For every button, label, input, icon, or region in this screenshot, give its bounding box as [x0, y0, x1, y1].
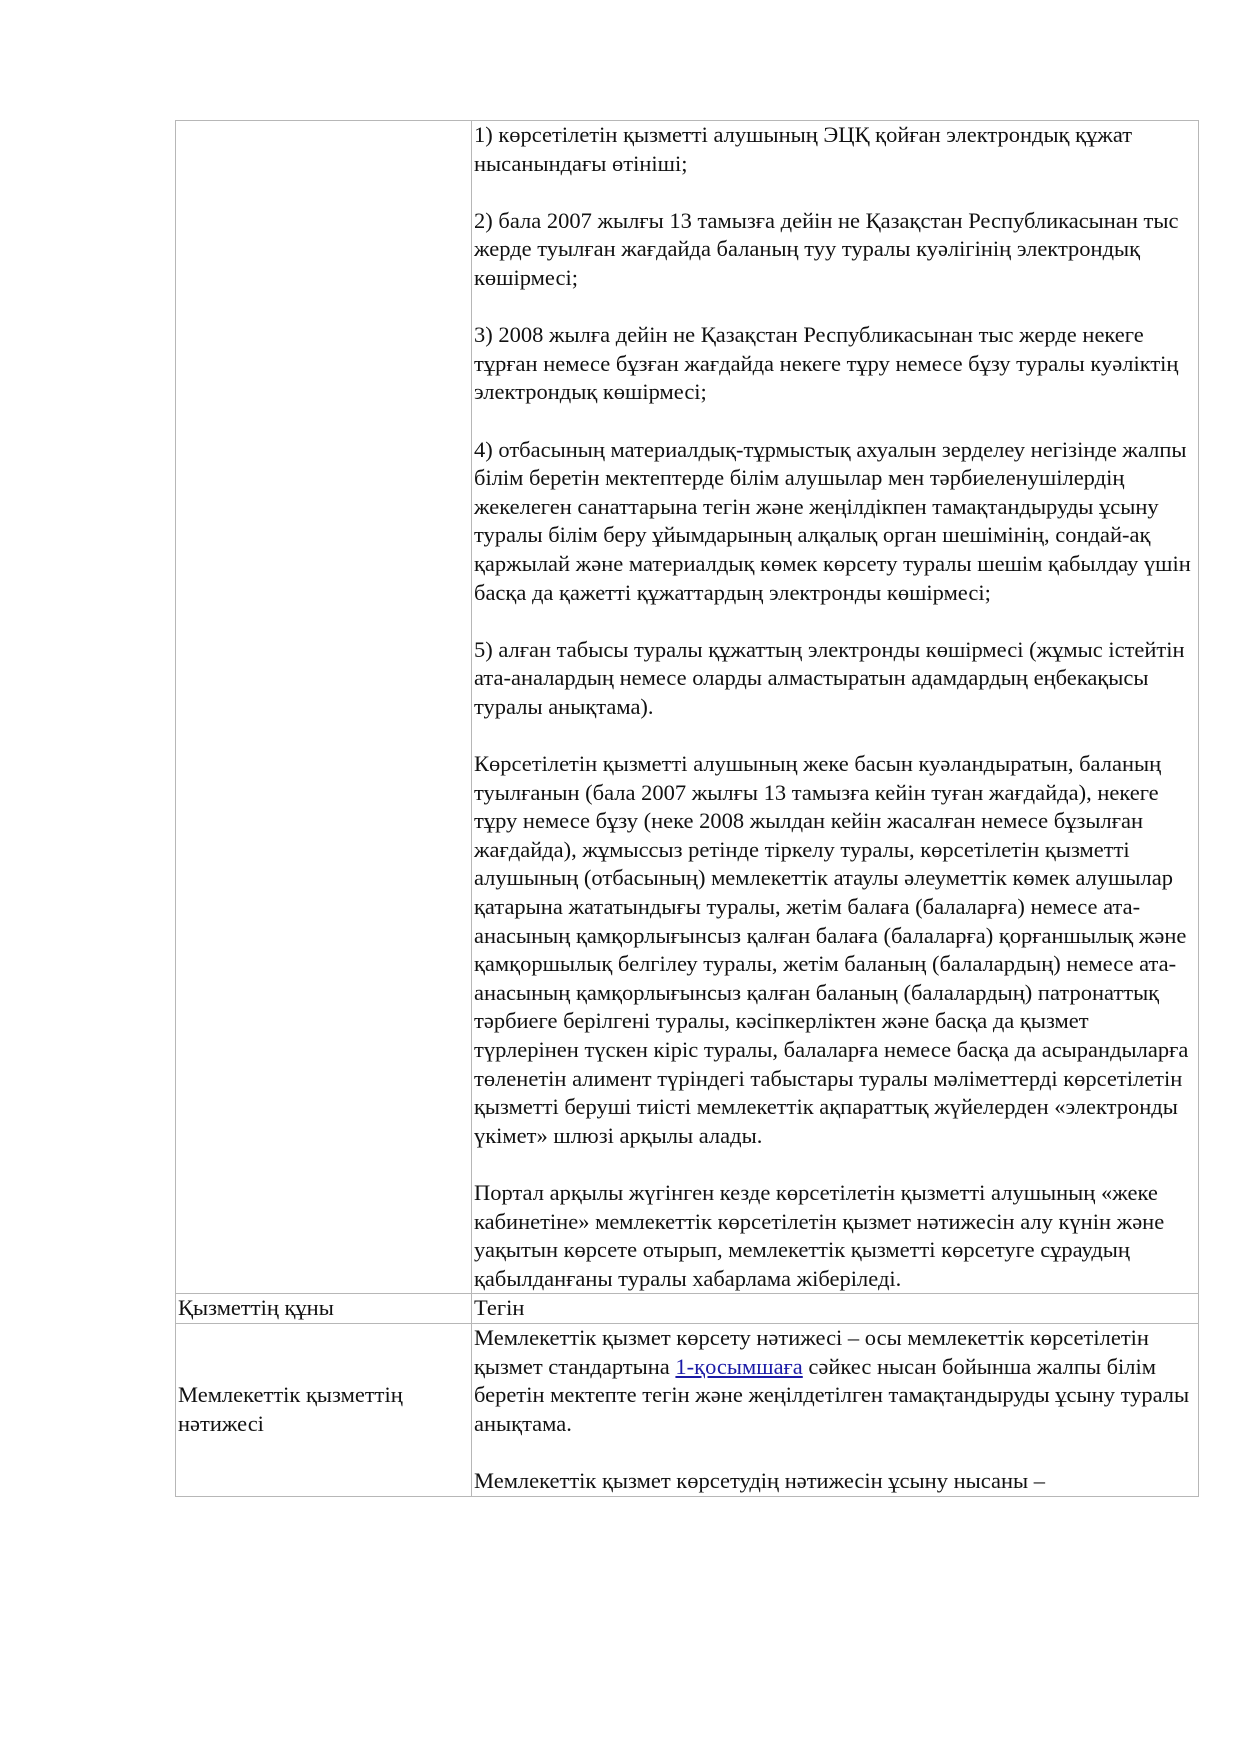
information-systems-paragraph: Көрсетілетін қызметті алушының жеке басын куәландыратын, баланың туылғанын (бала 2007 жылғы 13 тамызға кейін туған жағдайда), некеге тұру немесе бұзу (неке 2008 жылдан кейін жасалған немесе бұзылған жағдайда), жұмыссыз ретінде тіркелу туралы, көрсетілетін қызметті алушының (отбасының) мемлекеттік атаулы әлеуметтік көмек алушылар қатарына жататындығы туралы, жетім балаға (балаларға) немесе ата-анасының қамқорлығынсыз қалған балаға (балаларға) қорғаншылық және қамқоршылық белгілеу туралы, жетім баланың (балалардың) немесе ата-анасының қамқорлығынсыз қалған баланың (балалардың) патронаттық тәрбиеге берілгені туралы, кәсіпкерліктен және басқа да қызмет түрлерінен түскен кіріс туралы, балаларға немесе басқа да асырандыларға төленетін алимент түріндегі табыстары туралы мәліметтерді көрсетілетін қызметті беруші тиісті мемлекеттік ақпараттық жүйелерден «электронды үкімет» шлюзі арқылы алады.	[474, 751, 1189, 1148]
result-paragraph	[474, 1324, 1196, 1438]
table-row-cost	[176, 1294, 1199, 1324]
appendix-1-link[interactable]: 1-қосымшаға	[675, 1353, 803, 1379]
portal-notification-paragraph: Портал арқылы жүгінген кезде көрсетілетін қызметті алушының «жеке кабинетіне» мемлекеттік көрсетілетін қызмет нәтижесін алу күнін және уақытын көрсете отырып, мемлекеттік қызметті көрсетуге сұраудың қабылданғаны туралы хабарлама жіберіледі.	[474, 1179, 1165, 1291]
document-item-2: 2) бала 2007 жылғы 13 тамызға дейін не Қазақстан Республикасынан тыс жерде туылған жағдайда баланың туу туралы куәлігінің электрондық көшірмесі;	[474, 207, 1179, 290]
documents-list-cell	[472, 121, 1199, 1294]
table-row-result	[176, 1323, 1199, 1496]
result-text-after-link: сәйкес нысан бойынша жалпы білім беретін мектепте тегін және жеңілдетілген тамақтандыруды ұсыну туралы анықтама.	[474, 1353, 1190, 1436]
table-row-documents	[176, 121, 1199, 1294]
row-label-cost: Қызметтің құны	[176, 1294, 472, 1324]
row-label-documents	[176, 121, 472, 1294]
service-standard-table	[175, 120, 1199, 1497]
result-text-before-link: Мемлекеттік қызмет көрсету нәтижесі – осы мемлекеттік көрсетілетін қызмет стандартына	[474, 1324, 1149, 1379]
cost-value: Тегін	[472, 1294, 1199, 1324]
row-label-result: Мемлекеттік қызметтің нәтижесі	[176, 1323, 472, 1496]
document-item-5: 5) алған табысы туралы құжаттың электронды көшірмесі (жұмыс істейтін ата-аналардың немесе оларды алмастыратын адамдардың еңбекақысы туралы анықтама).	[474, 636, 1185, 719]
result-cell	[472, 1323, 1199, 1496]
document-item-3: 3) 2008 жылға дейін не Қазақстан Республикасынан тыс жерде некеге тұрған немесе бұзған жағдайда некеге тұру немесе бұзу туралы куәліктің электрондық көшірмесі;	[474, 322, 1179, 405]
document-item-1: 1) көрсетілетін қызметті алушының ЭЦҚ қойған электрондық құжат нысанындағы өтініші;	[474, 122, 1133, 176]
document-item-4: 4) отбасының материалдық-тұрмыстық ахуалын зерделеу негізінде жалпы білім беретін мектептерде білім алушылар мен тәрбиеленушілердің жекелеген санаттарына тегін және жеңілдікпен тамақтандыруды ұсыну туралы білім беру ұйымдарының алқалық орган шешімінің, сондай-ақ қаржылай және материалдық көмек көрсету туралы шешім қабылдау үшін басқа да қажетті құжаттардың электронды көшірмесі;	[474, 436, 1191, 605]
result-form-paragraph: Мемлекеттік қызмет көрсетудің нәтижесін ұсыну нысаны –	[474, 1467, 1046, 1493]
